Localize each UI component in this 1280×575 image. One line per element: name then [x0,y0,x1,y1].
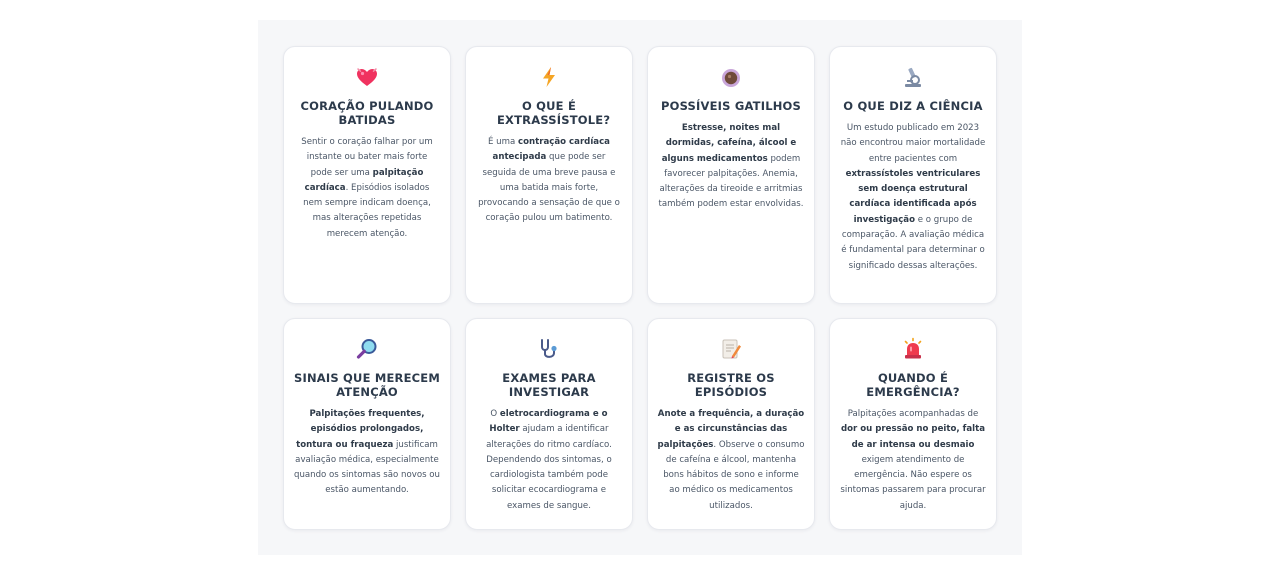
card-text-emphasis: Palpitações frequentes, episódios prolongados, tontura ou fraqueza [296,409,425,450]
microscope-icon [901,65,925,89]
card-text [657,407,805,514]
card-text-emphasis: dor ou pressão no peito, falta de ar intensa ou desmaio [840,424,986,450]
card-text [839,121,987,274]
card-text-emphasis: contração cardíaca antecipada [492,137,610,163]
card-text-emphasis: palpitação cardíaca [304,167,424,193]
card-text-run: exigem atendimento de emergência. Não espere os sintomas passarem para procurar ajuda. [840,454,986,511]
card-text-emphasis: Anote a frequência, a duração e as circunstâncias das palpitações [657,409,805,450]
lightning-icon [537,65,561,89]
card-heart-skipping [283,46,451,304]
card-text-run: . Observe o consumo de cafeína e álcool, mantenha bons hábitos de sono e informe ao médico os medicamentos utilizados. [663,439,805,511]
card-text-run: O [490,409,500,419]
card-title: O QUE É EXTRASSÍSTOLE? [497,99,611,127]
card-text-run: Sentir o coração falhar por um instante ou bater mais forte pode ser uma [301,137,433,178]
heart-icon [355,65,379,89]
card-title: QUANDO É EMERGÊNCIA? [866,371,960,399]
card-text-emphasis: eletrocardiograma e o Holter [489,409,608,435]
info-cards-section [258,20,1022,555]
card-text [475,407,623,514]
card-extrasystole [465,46,633,304]
card-text [657,121,805,213]
card-text [475,135,623,227]
card-register [647,318,815,530]
card-text [298,135,436,242]
card-text-run: . Episódios isolados nem sempre indicam doença, mas alterações repetidas merecem atenção. [303,182,431,239]
magnifier-icon [355,337,379,361]
card-title: REGISTRE OS EPISÓDIOS [687,371,775,399]
notepad-icon [719,337,743,361]
card-text [839,407,987,514]
card-emergency [829,318,997,530]
card-text-emphasis: extrassístoles ventriculares sem doença estrutural cardíaca identificada após investigação [845,168,981,225]
card-exams [465,318,633,530]
card-title: CORAÇÃO PULANDO BATIDAS [300,99,434,127]
siren-icon [901,337,925,361]
card-text-emphasis: Estresse, noites mal dormidas, cafeína, álcool e alguns medicamentos [661,123,797,164]
card-text-run: Um estudo publicado em 2023 não encontrou maior mortalidade entre pacientes com [840,123,986,164]
card-warning-signs [283,318,451,530]
card-text-run: justificam avaliação médica, especialmente quando os sintomas são novos ou estão aumentando. [293,439,440,496]
card-text-run: que pode ser seguida de uma breve pausa e uma batida mais forte, provocando a sensação de que o coração pulou um batimento. [478,152,620,224]
card-science [829,46,997,304]
card-title: O QUE DIZ A CIÊNCIA [843,99,983,113]
stethoscope-icon [537,337,561,361]
card-title: EXAMES PARA INVESTIGAR [502,371,596,399]
card-triggers [647,46,815,304]
card-text [293,407,441,499]
card-text-run: ajudam a identificar alterações do ritmo cardíaco. Dependendo dos sintomas, o cardiologista também pode solicitar ecocardiograma e exames de sangue. [486,424,612,511]
card-text-run: É uma [488,137,518,147]
card-text-run: e o grupo de comparação. A avaliação médica é fundamental para determinar o significado dessas alterações. [841,214,985,271]
coffee-icon [719,65,743,89]
card-text-run: Palpitações acompanhadas de [847,409,979,419]
card-text-run: podem favorecer palpitações. Anemia, alterações da tireoide e arritmias também podem estar envolvidas. [658,153,804,210]
card-title: POSSÍVEIS GATILHOS [660,99,802,113]
card-title: SINAIS QUE MERECEM ATENÇÃO [294,371,440,399]
